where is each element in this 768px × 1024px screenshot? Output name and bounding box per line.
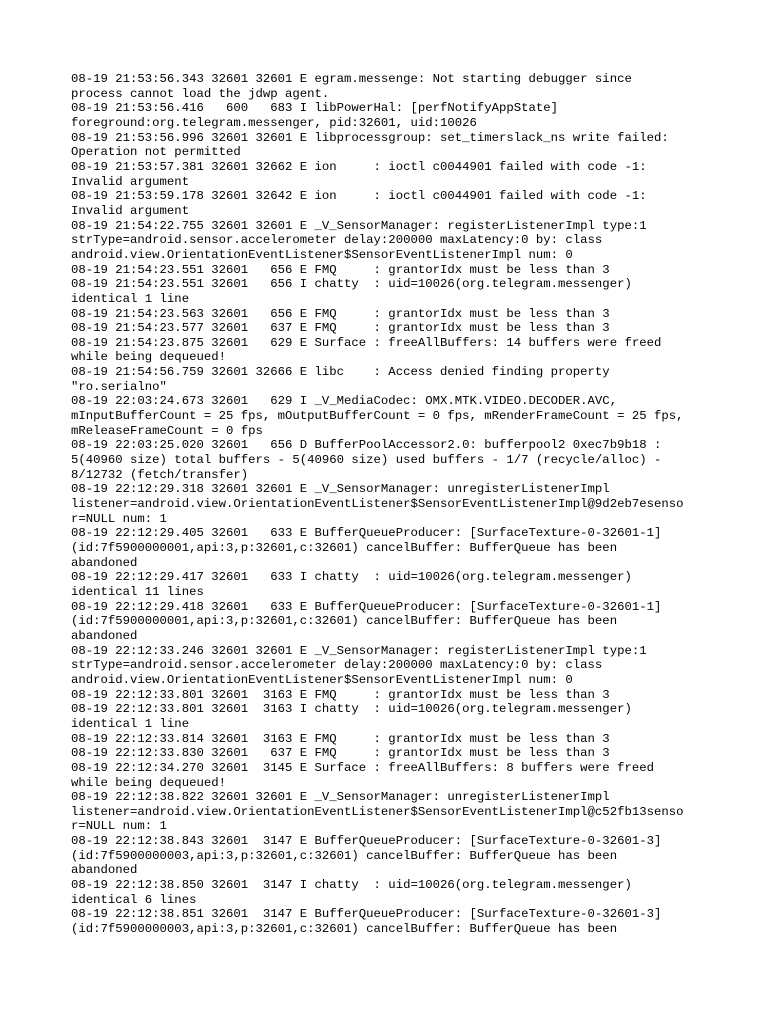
log-line: r=NULL num: 1 [71, 511, 167, 526]
log-line: 08-19 22:03:25.020 32601 656 D BufferPoolAccessor2.0: bufferpool2 0xec7b9b18 : [71, 438, 662, 453]
log-line: android.view.OrientationEventListener$SensorEventListenerImpl num: 0 [71, 247, 573, 262]
log-line: identical 1 line [71, 291, 190, 306]
log-line: while being dequeued! [71, 350, 226, 365]
log-line: listener=android.view.OrientationEventListener$SensorEventListenerImpl@9d2eb7esenso [71, 497, 684, 512]
log-line: 08-19 21:53:56.996 32601 32601 E libprocessgroup: set_timerslack_ns write failed: [71, 130, 669, 145]
log-line: while being dequeued! [71, 775, 226, 790]
log-line: listener=android.view.OrientationEventListener$SensorEventListenerImpl@c52fb13senso [71, 804, 684, 819]
log-line: 08-19 21:54:23.875 32601 629 E Surface : freeAllBuffers: 14 buffers were freed [71, 335, 662, 350]
log-line: 08-19 22:03:24.673 32601 629 I _V_MediaCodec: OMX.MTK.VIDEO.DECODER.AVC, [71, 394, 618, 409]
log-line: strType=android.sensor.accelerometer delay:200000 maxLatency:0 by: class [71, 658, 603, 673]
log-line: 5(40960 size) total buffers - 5(40960 size) used buffers - 1/7 (recycle/alloc) - [71, 453, 662, 468]
log-line: 08-19 22:12:34.270 32601 3145 E Surface : freeAllBuffers: 8 buffers were freed [71, 760, 654, 775]
log-line: 08-19 22:12:29.405 32601 633 E BufferQueueProducer: [SurfaceTexture-0-32601-1] [71, 526, 662, 541]
log-line: 08-19 21:53:57.381 32601 32662 E ion : ioctl c0044901 failed with code -1: [71, 159, 647, 174]
log-line: abandoned [71, 555, 138, 570]
log-line: android.view.OrientationEventListener$SensorEventListenerImpl num: 0 [71, 672, 573, 687]
log-line: 08-19 22:12:33.801 32601 3163 I chatty : uid=10026(org.telegram.messenger) [71, 702, 632, 717]
log-line: 08-19 22:12:33.801 32601 3163 E FMQ : grantorIdx must be less than 3 [71, 687, 610, 702]
log-line: Operation not permitted [71, 145, 241, 160]
log-line: 08-19 22:12:38.851 32601 3147 E BufferQueueProducer: [SurfaceTexture-0-32601-3] [71, 907, 662, 922]
log-line: abandoned [71, 863, 138, 878]
log-line: identical 1 line [71, 716, 190, 731]
log-line: process cannot load the jdwp agent. [71, 86, 330, 101]
log-line: strType=android.sensor.accelerometer delay:200000 maxLatency:0 by: class [71, 233, 603, 248]
log-line: 8/12732 (fetch/transfer) [71, 467, 249, 482]
log-line: 08-19 22:12:29.418 32601 633 E BufferQueueProducer: [SurfaceTexture-0-32601-1] [71, 599, 662, 614]
log-document [71, 72, 711, 937]
log-line: 08-19 21:53:56.416 600 683 I libPowerHal: [perfNotifyAppState] [71, 101, 559, 116]
log-line: 08-19 21:53:56.343 32601 32601 E egram.messenge: Not starting debugger since [71, 72, 632, 86]
log-line: (id:7f5900000001,api:3,p:32601,c:32601) cancelBuffer: BufferQueue has been [71, 541, 618, 555]
log-line: abandoned [71, 628, 138, 643]
log-line: foreground:org.telegram.messenger, pid:32601, uid:10026 [71, 115, 477, 130]
log-line: Invalid argument [71, 203, 190, 218]
log-line: 08-19 21:54:22.755 32601 32601 E _V_SensorManager: registerListenerImpl type:1 [71, 218, 647, 233]
log-line: 08-19 22:12:38.822 32601 32601 E _V_SensorManager: unregisterListenerImpl [71, 790, 610, 805]
log-line: 08-19 21:54:23.551 32601 656 I chatty : uid=10026(org.telegram.messenger) [71, 277, 632, 292]
log-line: 08-19 22:12:38.850 32601 3147 I chatty : uid=10026(org.telegram.messenger) [71, 878, 632, 893]
log-line: mInputBufferCount = 25 fps, mOutputBufferCount = 0 fps, mRenderFrameCount = 25 fps, [71, 409, 684, 424]
log-line: 08-19 21:54:56.759 32601 32666 E libc : Access denied finding property [71, 365, 610, 380]
log-line: 08-19 21:53:59.178 32601 32642 E ion : ioctl c0044901 failed with code -1: [71, 189, 647, 204]
log-line: 08-19 21:54:23.577 32601 637 E FMQ : grantorIdx must be less than 3 [71, 321, 610, 336]
log-line: identical 6 lines [71, 892, 197, 907]
log-line: mReleaseFrameCount = 0 fps [71, 423, 263, 438]
log-line: 08-19 22:12:29.318 32601 32601 E _V_SensorManager: unregisterListenerImpl [71, 482, 610, 497]
log-line: (id:7f5900000001,api:3,p:32601,c:32601) cancelBuffer: BufferQueue has been [71, 614, 618, 629]
log-line: 08-19 22:12:33.814 32601 3163 E FMQ : grantorIdx must be less than 3 [71, 731, 610, 746]
log-text [71, 72, 711, 937]
log-line: 08-19 22:12:33.830 32601 637 E FMQ : grantorIdx must be less than 3 [71, 746, 610, 761]
log-line: 08-19 21:54:23.563 32601 656 E FMQ : grantorIdx must be less than 3 [71, 306, 610, 321]
log-line: identical 11 lines [71, 584, 204, 599]
log-line: 08-19 21:54:23.551 32601 656 E FMQ : grantorIdx must be less than 3 [71, 262, 610, 277]
log-line: 08-19 22:12:33.246 32601 32601 E _V_SensorManager: registerListenerImpl type:1 [71, 643, 647, 658]
log-line: 08-19 22:12:29.417 32601 633 I chatty : uid=10026(org.telegram.messenger) [71, 570, 632, 585]
log-line: (id:7f5900000003,api:3,p:32601,c:32601) cancelBuffer: BufferQueue has been [71, 922, 618, 937]
log-line: "ro.serialno" [71, 379, 167, 394]
log-line: r=NULL num: 1 [71, 819, 167, 834]
log-line: Invalid argument [71, 174, 190, 189]
log-line: 08-19 22:12:38.843 32601 3147 E BufferQueueProducer: [SurfaceTexture-0-32601-3] [71, 834, 662, 849]
log-line: (id:7f5900000003,api:3,p:32601,c:32601) cancelBuffer: BufferQueue has been [71, 848, 618, 863]
